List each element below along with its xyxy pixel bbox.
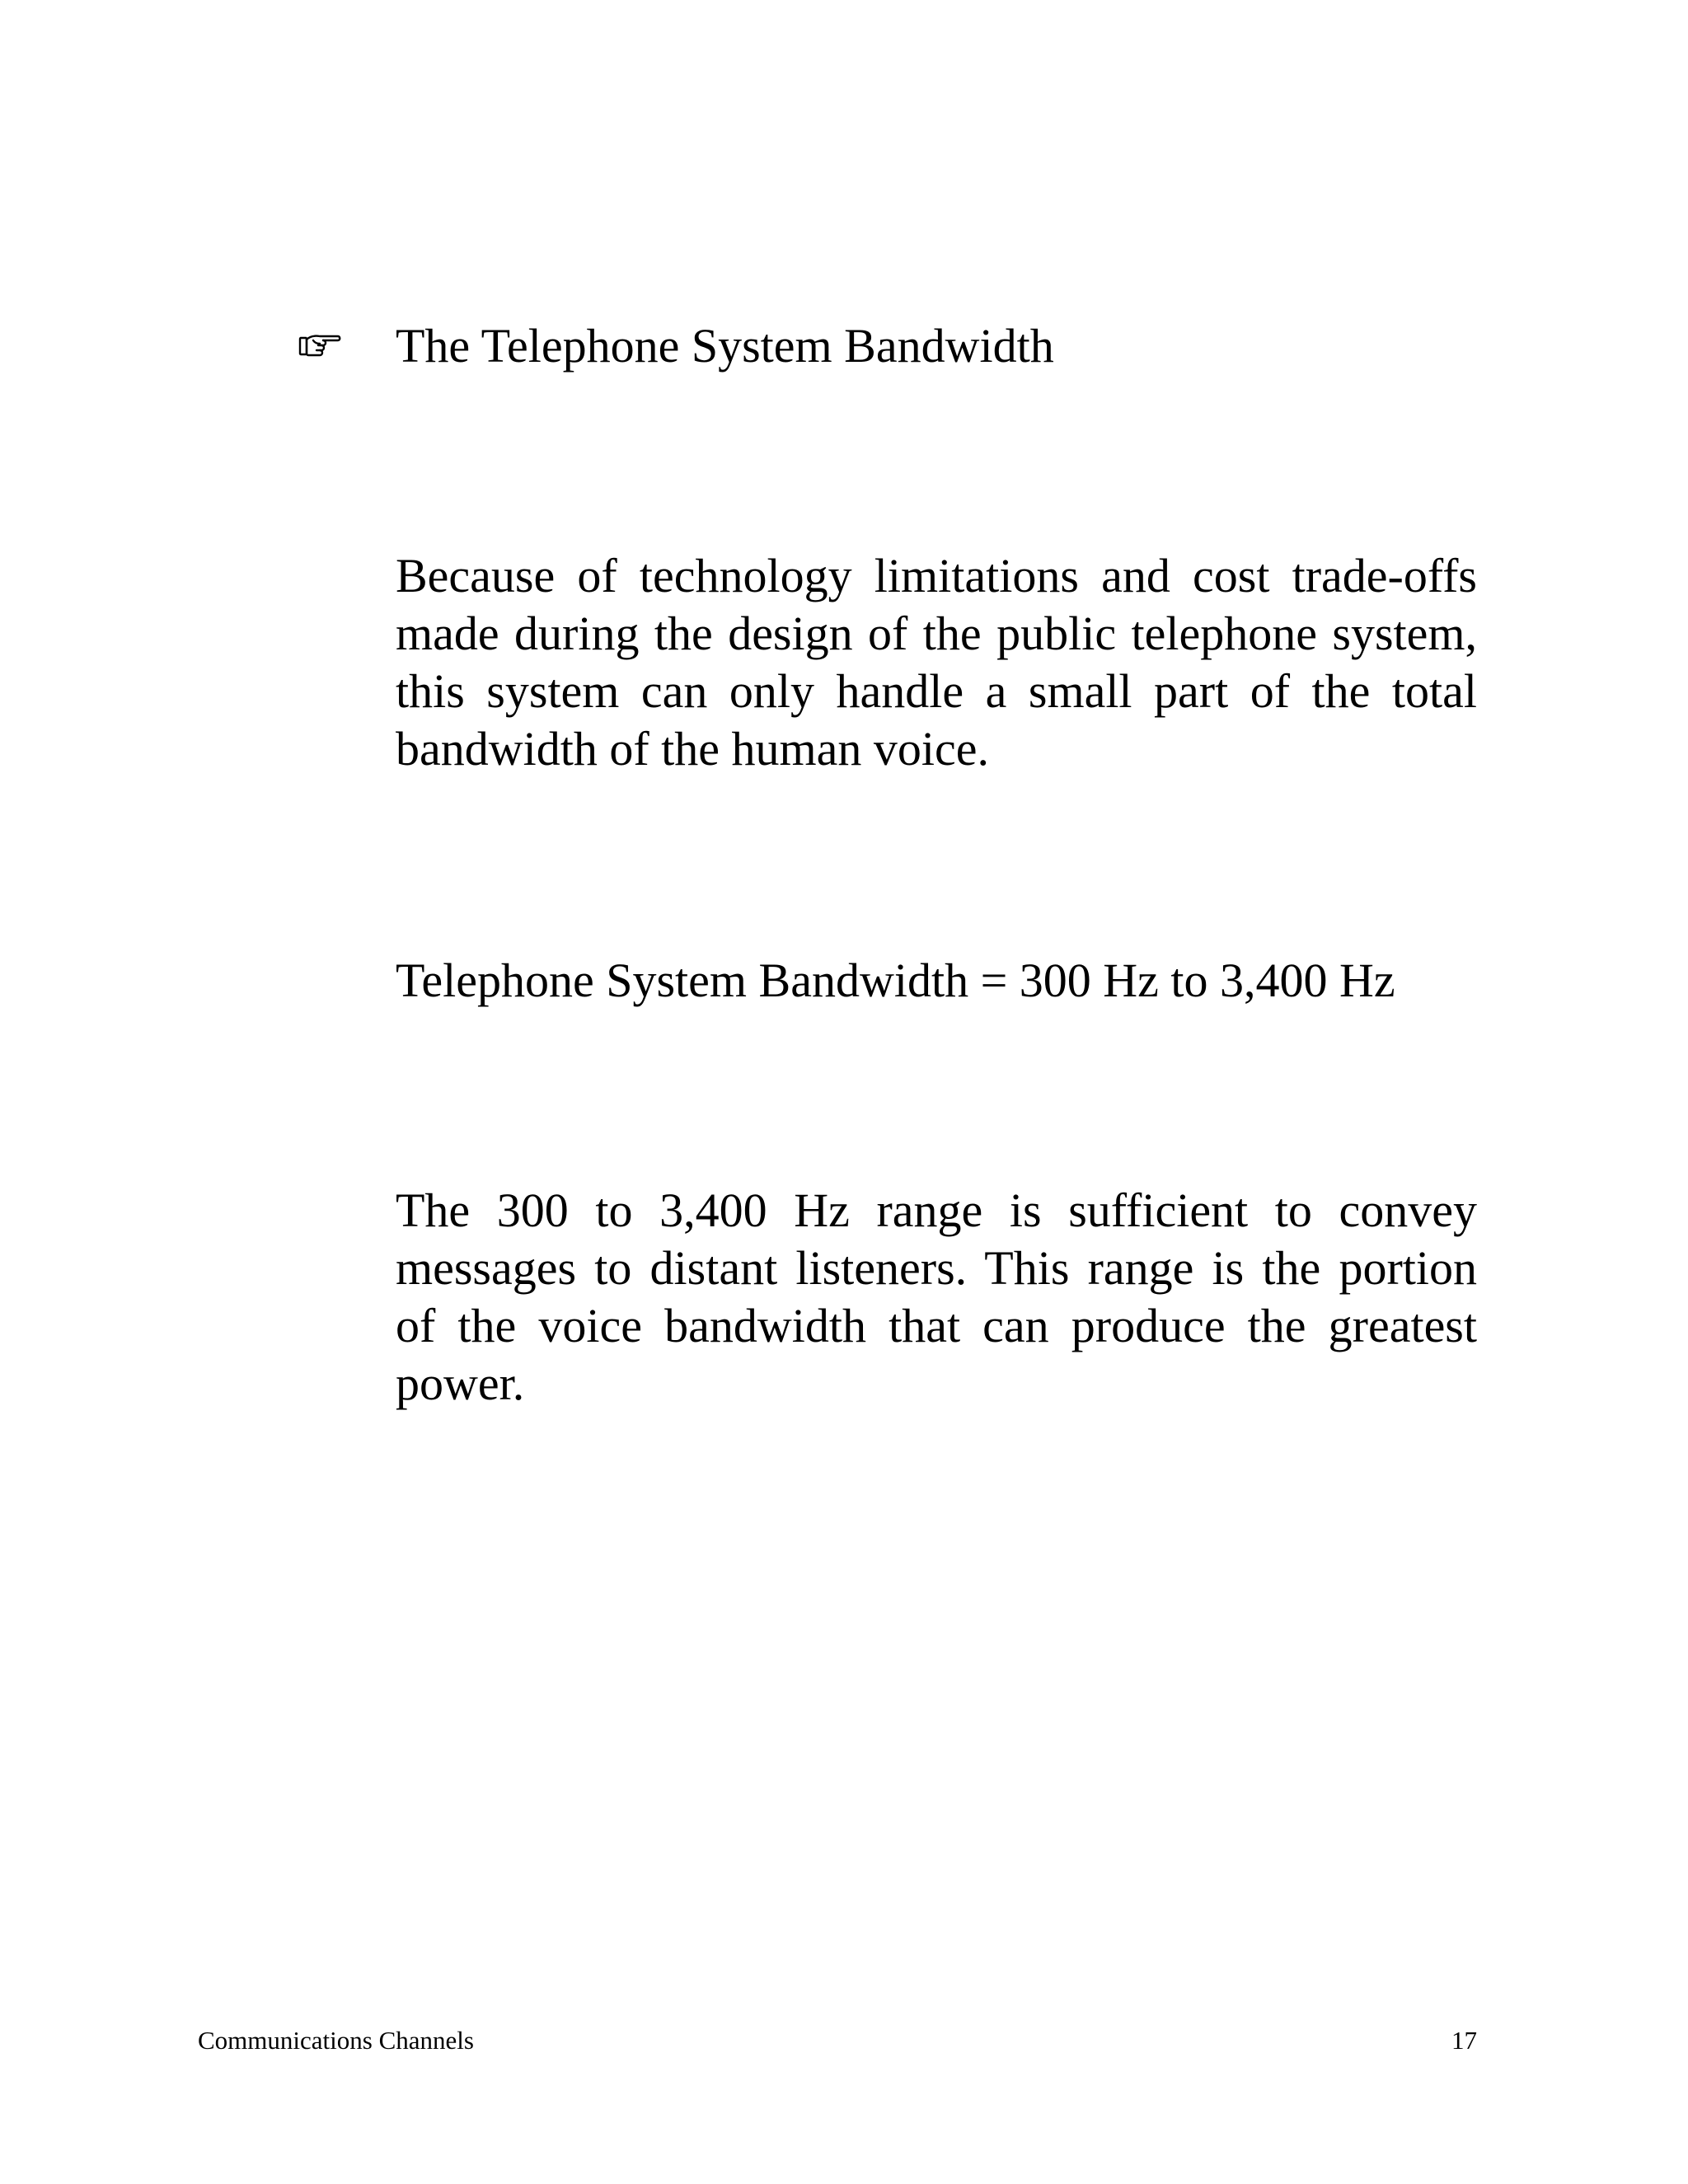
page-number: 17 [1451, 2026, 1477, 2055]
pointing-hand-icon [298, 330, 341, 363]
footer-title: Communications Channels [198, 2026, 474, 2055]
section-heading: The Telephone System Bandwidth [396, 319, 1054, 373]
bandwidth-formula: Telephone System Bandwidth = 300 Hz to 3,400 Hz [396, 954, 1395, 1007]
paragraph-bandwidth-limitations: Because of technology limitations and cost trade-offs made during the design of the public telephone system, this system can only handle a small part of the total bandwidth of the human voice. [396, 549, 1477, 776]
paragraph-range-sufficiency: The 300 to 3,400 Hz range is sufficient to convey messages to distant listeners. This range is the portion of the voice bandwidth that can produce the greatest power. [396, 1183, 1477, 1410]
